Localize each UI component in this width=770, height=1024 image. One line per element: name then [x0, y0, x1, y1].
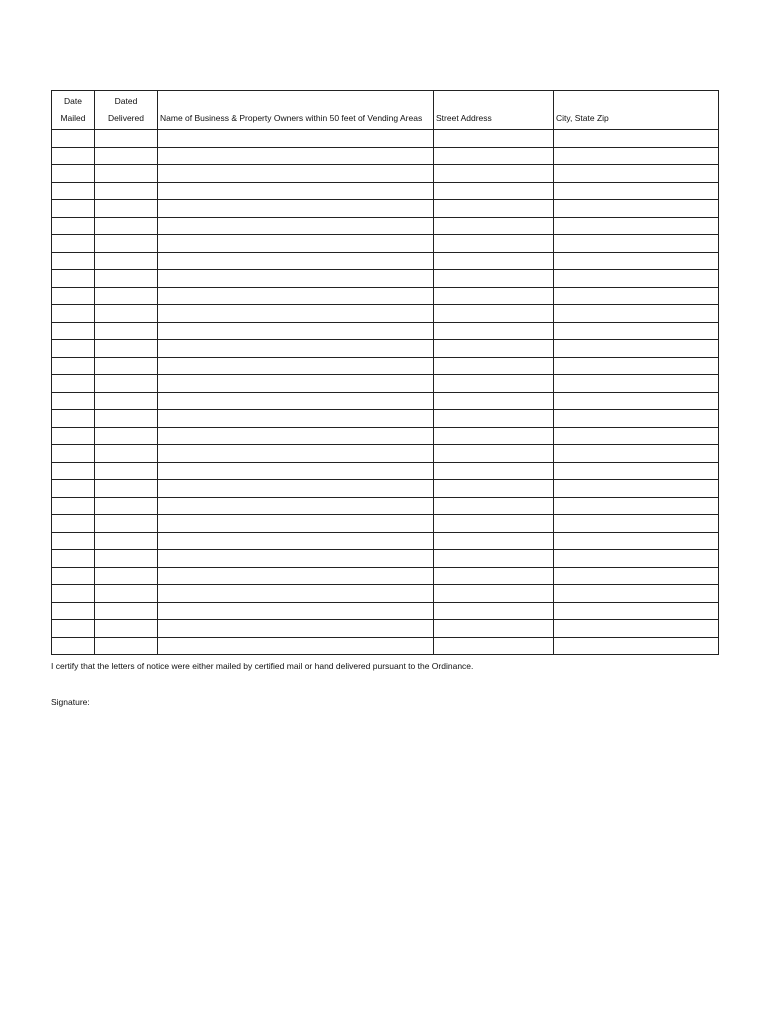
- header-dated-delivered: [95, 91, 158, 130]
- cell-date-mailed[interactable]: [52, 532, 95, 550]
- table-row: [52, 392, 719, 410]
- table-row: [52, 200, 719, 218]
- cell-street-address[interactable]: [434, 602, 554, 620]
- table-row: [52, 497, 719, 515]
- cell-dated-delivered[interactable]: [95, 165, 158, 183]
- header-street-address-label: Street Address: [436, 113, 492, 123]
- cell-dated-delivered[interactable]: [95, 392, 158, 410]
- cell-dated-delivered[interactable]: [95, 427, 158, 445]
- header-date-mailed-line-1: Date: [64, 96, 82, 106]
- table-row: [52, 130, 719, 148]
- table-row: [52, 602, 719, 620]
- cell-business-name[interactable]: [158, 427, 434, 445]
- header-city-state-zip-label: City, State Zip: [556, 113, 609, 123]
- cell-business-name[interactable]: [158, 182, 434, 200]
- cell-business-name[interactable]: [158, 602, 434, 620]
- cell-street-address[interactable]: [434, 322, 554, 340]
- table-header-row: [52, 91, 719, 130]
- cell-dated-delivered[interactable]: [95, 200, 158, 218]
- header-dated-delivered-line-2: Delivered: [108, 113, 144, 123]
- cell-business-name[interactable]: [158, 392, 434, 410]
- notice-log-table: [51, 90, 719, 655]
- cell-business-name[interactable]: [158, 497, 434, 515]
- cell-dated-delivered[interactable]: [95, 252, 158, 270]
- cell-dated-delivered[interactable]: [95, 637, 158, 655]
- cell-street-address[interactable]: [434, 217, 554, 235]
- cell-dated-delivered[interactable]: [95, 602, 158, 620]
- cell-street-address[interactable]: [434, 480, 554, 498]
- cell-business-name[interactable]: [158, 200, 434, 218]
- cell-date-mailed[interactable]: [52, 550, 95, 568]
- cell-city-state-zip[interactable]: [554, 620, 719, 638]
- cell-city-state-zip[interactable]: [554, 427, 719, 445]
- cell-street-address[interactable]: [434, 182, 554, 200]
- cell-date-mailed[interactable]: [52, 322, 95, 340]
- cell-business-name[interactable]: [158, 620, 434, 638]
- cell-date-mailed[interactable]: [52, 497, 95, 515]
- cell-business-name[interactable]: [158, 357, 434, 375]
- table-row: [52, 235, 719, 253]
- header-business-name: [158, 91, 434, 130]
- cell-dated-delivered[interactable]: [95, 305, 158, 323]
- table-row: [52, 287, 719, 305]
- cell-street-address[interactable]: [434, 585, 554, 603]
- cell-business-name[interactable]: [158, 532, 434, 550]
- cell-dated-delivered[interactable]: [95, 585, 158, 603]
- cell-city-state-zip[interactable]: [554, 480, 719, 498]
- cell-date-mailed[interactable]: [52, 147, 95, 165]
- cell-date-mailed[interactable]: [52, 130, 95, 148]
- table-row: [52, 532, 719, 550]
- cell-street-address[interactable]: [434, 235, 554, 253]
- cell-city-state-zip[interactable]: [554, 287, 719, 305]
- cell-business-name[interactable]: [158, 252, 434, 270]
- cell-date-mailed[interactable]: [52, 165, 95, 183]
- cell-dated-delivered[interactable]: [95, 567, 158, 585]
- cell-city-state-zip[interactable]: [554, 165, 719, 183]
- cell-street-address[interactable]: [434, 637, 554, 655]
- table-row: [52, 305, 719, 323]
- table-row: [52, 567, 719, 585]
- cell-date-mailed[interactable]: [52, 235, 95, 253]
- cell-dated-delivered[interactable]: [95, 462, 158, 480]
- cell-dated-delivered[interactable]: [95, 287, 158, 305]
- cell-street-address[interactable]: [434, 305, 554, 323]
- cell-street-address[interactable]: [434, 410, 554, 428]
- cell-dated-delivered[interactable]: [95, 550, 158, 568]
- cell-street-address[interactable]: [434, 340, 554, 358]
- header-street-address: [434, 91, 554, 130]
- cell-dated-delivered[interactable]: [95, 375, 158, 393]
- cell-city-state-zip[interactable]: [554, 235, 719, 253]
- cell-date-mailed[interactable]: [52, 287, 95, 305]
- table-row: [52, 515, 719, 533]
- cell-street-address[interactable]: [434, 357, 554, 375]
- cell-business-name[interactable]: [158, 550, 434, 568]
- cell-date-mailed[interactable]: [52, 357, 95, 375]
- cell-city-state-zip[interactable]: [554, 357, 719, 375]
- cell-street-address[interactable]: [434, 445, 554, 463]
- cell-business-name[interactable]: [158, 637, 434, 655]
- cell-dated-delivered[interactable]: [95, 620, 158, 638]
- cell-city-state-zip[interactable]: [554, 305, 719, 323]
- table-row: [52, 357, 719, 375]
- cell-city-state-zip[interactable]: [554, 637, 719, 655]
- signature-label: Signature:: [51, 697, 90, 707]
- cell-dated-delivered[interactable]: [95, 445, 158, 463]
- cell-business-name[interactable]: [158, 147, 434, 165]
- cell-dated-delivered[interactable]: [95, 322, 158, 340]
- cell-city-state-zip[interactable]: [554, 252, 719, 270]
- cell-dated-delivered[interactable]: [95, 182, 158, 200]
- cell-city-state-zip[interactable]: [554, 130, 719, 148]
- cell-city-state-zip[interactable]: [554, 340, 719, 358]
- cell-date-mailed[interactable]: [52, 445, 95, 463]
- cell-date-mailed[interactable]: [52, 410, 95, 428]
- cell-dated-delivered[interactable]: [95, 497, 158, 515]
- cell-street-address[interactable]: [434, 427, 554, 445]
- cell-city-state-zip[interactable]: [554, 375, 719, 393]
- cell-business-name[interactable]: [158, 480, 434, 498]
- cell-dated-delivered[interactable]: [95, 410, 158, 428]
- cell-date-mailed[interactable]: [52, 602, 95, 620]
- cell-date-mailed[interactable]: [52, 480, 95, 498]
- cell-business-name[interactable]: [158, 340, 434, 358]
- cell-date-mailed[interactable]: [52, 375, 95, 393]
- cell-city-state-zip[interactable]: [554, 497, 719, 515]
- cell-business-name[interactable]: [158, 462, 434, 480]
- cell-business-name[interactable]: [158, 567, 434, 585]
- cell-date-mailed[interactable]: [52, 217, 95, 235]
- table-row: [52, 637, 719, 655]
- cell-dated-delivered[interactable]: [95, 357, 158, 375]
- cell-business-name[interactable]: [158, 410, 434, 428]
- cell-date-mailed[interactable]: [52, 270, 95, 288]
- cell-street-address[interactable]: [434, 147, 554, 165]
- certification-statement: I certify that the letters of notice were either mailed by certified mail or hand delivered pursuant to the Ordinance.: [51, 661, 474, 671]
- cell-dated-delivered[interactable]: [95, 480, 158, 498]
- cell-street-address[interactable]: [434, 550, 554, 568]
- table-row: [52, 252, 719, 270]
- cell-dated-delivered[interactable]: [95, 147, 158, 165]
- cell-city-state-zip[interactable]: [554, 567, 719, 585]
- cell-dated-delivered[interactable]: [95, 340, 158, 358]
- cell-date-mailed[interactable]: [52, 200, 95, 218]
- cell-city-state-zip[interactable]: [554, 515, 719, 533]
- cell-date-mailed[interactable]: [52, 515, 95, 533]
- cell-city-state-zip[interactable]: [554, 322, 719, 340]
- cell-street-address[interactable]: [434, 620, 554, 638]
- cell-dated-delivered[interactable]: [95, 532, 158, 550]
- cell-dated-delivered[interactable]: [95, 130, 158, 148]
- cell-city-state-zip[interactable]: [554, 550, 719, 568]
- cell-business-name[interactable]: [158, 235, 434, 253]
- cell-business-name[interactable]: [158, 305, 434, 323]
- cell-city-state-zip[interactable]: [554, 270, 719, 288]
- cell-street-address[interactable]: [434, 252, 554, 270]
- cell-dated-delivered[interactable]: [95, 270, 158, 288]
- table-row: [52, 375, 719, 393]
- cell-street-address[interactable]: [434, 200, 554, 218]
- cell-dated-delivered[interactable]: [95, 217, 158, 235]
- cell-street-address[interactable]: [434, 375, 554, 393]
- table-row: [52, 585, 719, 603]
- table-row: [52, 462, 719, 480]
- cell-street-address[interactable]: [434, 515, 554, 533]
- cell-date-mailed[interactable]: [52, 620, 95, 638]
- header-date-mailed-line-2: Mailed: [60, 113, 86, 123]
- cell-date-mailed[interactable]: [52, 252, 95, 270]
- cell-city-state-zip[interactable]: [554, 200, 719, 218]
- cell-date-mailed[interactable]: [52, 340, 95, 358]
- cell-date-mailed[interactable]: [52, 392, 95, 410]
- cell-dated-delivered[interactable]: [95, 235, 158, 253]
- table-row: [52, 410, 719, 428]
- cell-business-name[interactable]: [158, 322, 434, 340]
- header-city-state-zip: [554, 91, 719, 130]
- cell-street-address[interactable]: [434, 270, 554, 288]
- table-row: [52, 322, 719, 340]
- cell-street-address[interactable]: [434, 130, 554, 148]
- cell-date-mailed[interactable]: [52, 585, 95, 603]
- cell-city-state-zip[interactable]: [554, 410, 719, 428]
- cell-city-state-zip[interactable]: [554, 147, 719, 165]
- cell-date-mailed[interactable]: [52, 567, 95, 585]
- cell-business-name[interactable]: [158, 445, 434, 463]
- table-body: [52, 130, 719, 655]
- cell-dated-delivered[interactable]: [95, 515, 158, 533]
- cell-business-name[interactable]: [158, 270, 434, 288]
- cell-date-mailed[interactable]: [52, 182, 95, 200]
- cell-street-address[interactable]: [434, 165, 554, 183]
- table-row: [52, 445, 719, 463]
- table-row: [52, 270, 719, 288]
- cell-business-name[interactable]: [158, 217, 434, 235]
- cell-city-state-zip[interactable]: [554, 392, 719, 410]
- cell-business-name[interactable]: [158, 165, 434, 183]
- table-row: [52, 480, 719, 498]
- cell-street-address[interactable]: [434, 567, 554, 585]
- cell-business-name[interactable]: [158, 585, 434, 603]
- cell-street-address[interactable]: [434, 532, 554, 550]
- cell-date-mailed[interactable]: [52, 637, 95, 655]
- table-row: [52, 340, 719, 358]
- cell-date-mailed[interactable]: [52, 427, 95, 445]
- table-row: [52, 147, 719, 165]
- table-row: [52, 620, 719, 638]
- header-dated-delivered-line-1: Dated: [114, 96, 138, 106]
- cell-city-state-zip[interactable]: [554, 217, 719, 235]
- cell-date-mailed[interactable]: [52, 462, 95, 480]
- table-row: [52, 182, 719, 200]
- cell-business-name[interactable]: [158, 515, 434, 533]
- cell-business-name[interactable]: [158, 287, 434, 305]
- cell-street-address[interactable]: [434, 287, 554, 305]
- table-row: [52, 427, 719, 445]
- cell-business-name[interactable]: [158, 375, 434, 393]
- table-row: [52, 217, 719, 235]
- cell-city-state-zip[interactable]: [554, 462, 719, 480]
- header-date-mailed: [52, 91, 95, 130]
- table-row: [52, 550, 719, 568]
- cell-city-state-zip[interactable]: [554, 585, 719, 603]
- cell-city-state-zip[interactable]: [554, 445, 719, 463]
- cell-city-state-zip[interactable]: [554, 532, 719, 550]
- cell-business-name[interactable]: [158, 130, 434, 148]
- cell-date-mailed[interactable]: [52, 305, 95, 323]
- cell-city-state-zip[interactable]: [554, 182, 719, 200]
- header-business-name-label: Name of Business & Property Owners within 50 feet of Vending Areas: [160, 113, 423, 123]
- cell-street-address[interactable]: [434, 462, 554, 480]
- cell-city-state-zip[interactable]: [554, 602, 719, 620]
- table-row: [52, 165, 719, 183]
- cell-street-address[interactable]: [434, 392, 554, 410]
- cell-street-address[interactable]: [434, 497, 554, 515]
